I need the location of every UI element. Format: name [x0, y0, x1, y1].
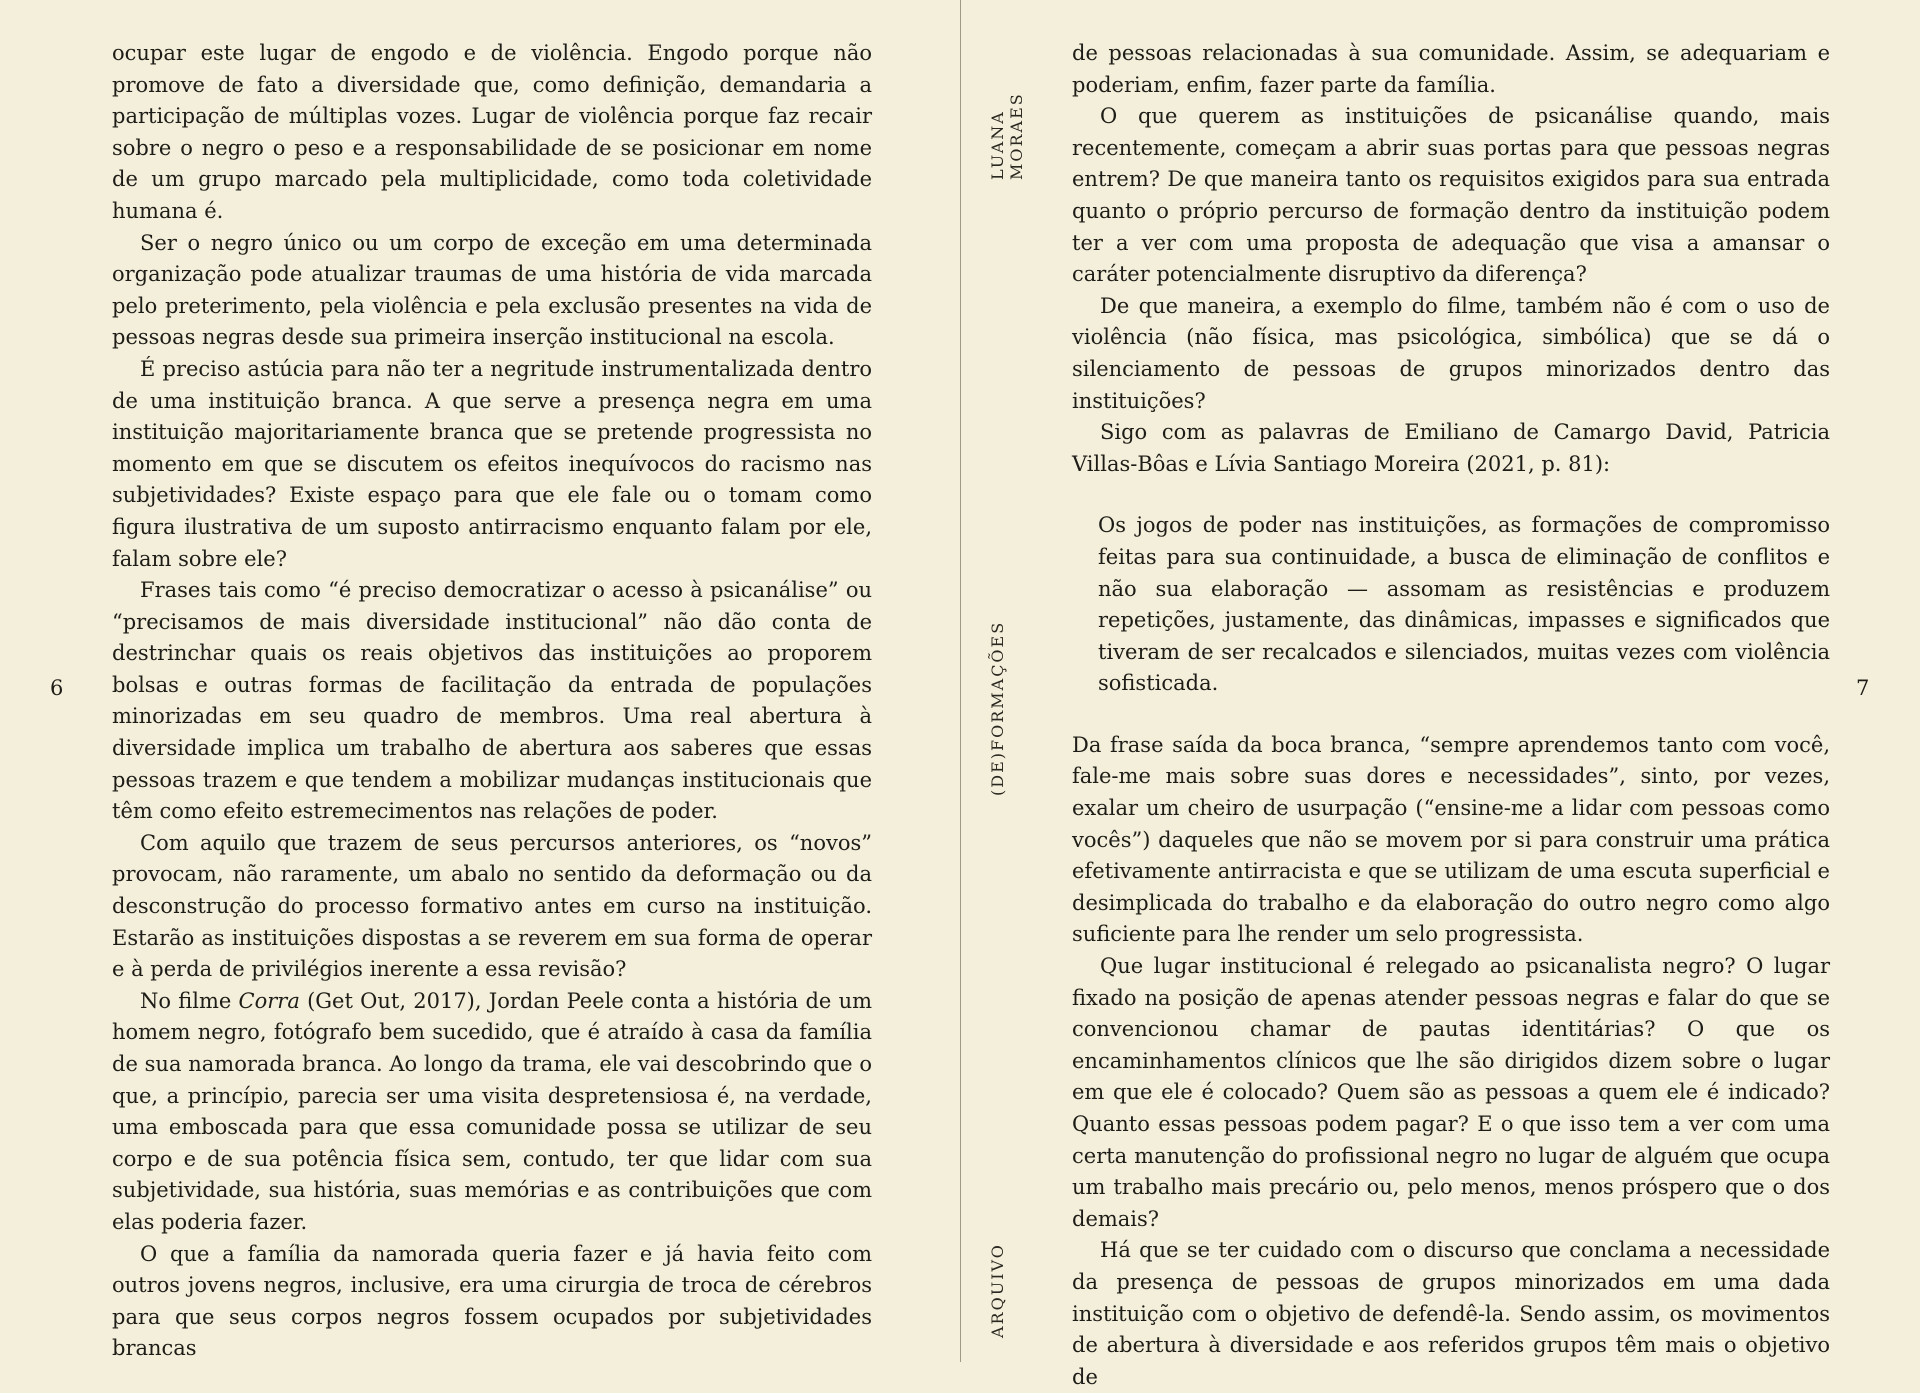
- paragraph: Sigo com as palavras de Emiliano de Camargo David, Patricia Villas-Bôas e Lívia Santiago Moreira (2021, p. 81):: [1072, 420, 1830, 476]
- film-title: Corra: [238, 988, 300, 1013]
- right-page-text: [1072, 38, 1830, 1393]
- paragraph: Com aquilo que trazem de seus percursos anteriores, os “novos” provocam, não raramente, um abalo no sentido da deformação ou da desconstrução do processo formativo antes em curso na instituição. Estarão as instituições dispostas a se reverem em sua forma de operar e à perda de privilégios inerente a essa revisão?: [112, 830, 872, 982]
- block-quote: Os jogos de poder nas instituições, as formações de compromisso feitas para sua continuidade, a busca de eliminação de conflitos e não sua elaboração — assomam as resistências e produzem repetições, justamente, das dinâmicas, impasses e significados que tiveram de ser recalcados e silenciados, muitas vezes com violência sofisticada.: [1098, 513, 1830, 696]
- paragraph: [112, 986, 872, 1239]
- paragraph: de pessoas relacionadas à sua comunidade. Assim, se adequariam e poderiam, enfim, fazer parte da família.: [1072, 41, 1830, 97]
- page-number-left: 6: [50, 676, 64, 700]
- paragraph: É preciso astúcia para não ter a negritude instrumentalizada dentro de uma instituição branca. A que serve a presença negra em uma instituição majoritariamente branca que se pretende progressista no momento em que se discutem os efeitos inequívocos do racismo nas subjetividades? Existe espaço para que ele fale ou o tomam como figura ilustrativa de um suposto antirracismo enquanto falam por ele, falam sobre ele?: [112, 356, 872, 571]
- text-run: No filme: [140, 988, 239, 1013]
- paragraph: De que maneira, a exemplo do filme, também não é com o uso de violência (não física, mas psicológica, simbólica) que se dá o silenciamento de pessoas de grupos minorizados dentro das instituições?: [1072, 293, 1830, 413]
- running-head-section: ARQUIVO: [988, 1243, 1007, 1338]
- gutter-divider: [960, 0, 961, 1362]
- paragraph: Da frase saída da boca branca, “sempre aprendemos tanto com você, fale-me mais sobre suas dores e necessidades”, sinto, por vezes, exalar um cheiro de usurpação (“ensine-me a lidar com pessoas como vocês”) daqueles que não se movem por si para construir uma prática efetivamente antirracista e que se utilizam de uma escuta superficial e desimplicada do trabalho e da elaboração do outro negro como algo suficiente para lhe render um selo progressista.: [1072, 732, 1830, 947]
- text-run: (Get Out, 2017), Jordan Peele conta a história de um homem negro, fotógrafo bem sucedido, que é atraído à casa da família de sua namorada branca. Ao longo da trama, ele vai descobrindo que o que, a princípio, parecia ser uma visita despretensiosa é, na verdade, uma emboscada para que essa comunidade possa se utilizar de seu corpo e de sua potência física sem, contudo, ter que lidar com sua subjetividade, sua história, suas memórias e as contribuições que com elas poderia fazer.: [112, 988, 873, 1234]
- paragraph: Que lugar institucional é relegado ao psicanalista negro? O lugar fixado na posição de apenas atender pessoas negras e falar do que se convencionou chamar de pautas identitárias? O que os encaminhamentos clínicos que lhe são dirigidos dizem sobre o lugar em que ele é colocado? Quem são as pessoas a quem ele é indicado? Quanto essas pessoas podem pagar? E o que isso tem a ver com uma certa manutenção do profissional negro no lugar de alguém que ocupa um trabalho mais precário ou, pelo menos, menos próspero que o dos demais?: [1072, 954, 1830, 1231]
- paragraph: ocupar este lugar de engodo e de violência. Engodo porque não promove de fato a diversidade que, como definição, demandaria a participação de múltiplas vozes. Lugar de violência porque faz recair sobre o negro o peso e a responsabilidade de se posicionar em nome de um grupo marcado pela multiplicidade, como toda coletividade humana é.: [112, 41, 872, 223]
- page-number-right: 7: [1856, 676, 1870, 700]
- paragraph: Frases tais como “é preciso democratizar o acesso à psicanálise” ou “precisamos de mais diversidade institucional” não dão conta de destrinchar quais os reais objetivos das instituições ao proporem bolsas e outras formas de facilitação da entrada de populações minorizadas em seu quadro de membros. Uma real abertura à diversidade implica um trabalho de abertura aos saberes que essas pessoas trazem e que tendem a mobilizar mudanças institucionais que têm como efeito estremecimentos nas relações de poder.: [112, 578, 872, 824]
- paragraph: O que querem as instituições de psicanálise quando, mais recentemente, começam a abrir suas portas para que pessoas negras entrem? De que maneira tanto os requisitos exigidos para sua entrada quanto o próprio percurso de formação dentro da instituição podem ter a ver com uma proposta de adequação que visa a amansar o caráter potencialmente disruptivo da diferença?: [1072, 104, 1830, 287]
- paragraph: Há que se ter cuidado com o discurso que conclama a necessidade da presença de pessoas de grupos minorizados em uma dada instituição com o objetivo de defendê-la. Sendo assim, os movimentos de abertura à diversidade e aos referidos grupos têm mais o objetivo de: [1072, 1238, 1830, 1389]
- running-head-title: (DE)FORMAÇÕES: [988, 620, 1007, 796]
- paragraph: O que a família da namorada queria fazer e já havia feito com outros jovens negros, inclusive, era uma cirurgia de troca de cérebros para que seus corpos negros fossem ocupados por subjetividades brancas: [112, 1241, 872, 1361]
- paragraph: Ser o negro único ou um corpo de exceção em uma determinada organização pode atualizar traumas de uma história de vida marcada pelo preterimento, pela violência e pela exclusão presentes na vida de pessoas negras desde sua primeira inserção institucional na escola.: [112, 230, 872, 350]
- left-page-text: [112, 38, 872, 1365]
- running-head-author: LUANA MORAES: [988, 92, 1026, 180]
